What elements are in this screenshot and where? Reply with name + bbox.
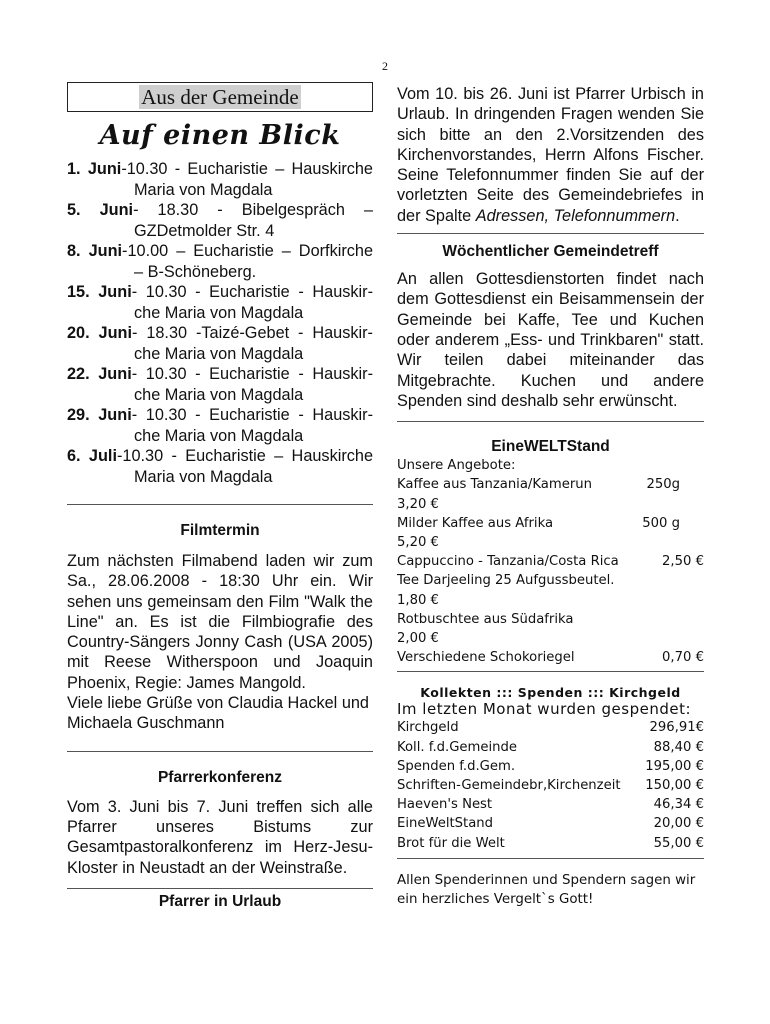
gemeindetreff-text: An allen Gottesdienstorten findet nach dem Gottesdienst ein Beisammensein der Gemeinde bei Kaffe, Tee und Kuchen oder anderem „Ess- und Trinkbaren" statt. Wir teilen dabei miteinander das Mitgebrachte. Kuchen und andere Spenden sind deshalb sehr erwünscht. — [397, 270, 704, 410]
kollekte-amount: 150,00 € — [645, 778, 704, 793]
event-line — [67, 323, 373, 344]
kollekte-row — [397, 814, 704, 833]
event-detail: che Maria von Magdala — [134, 385, 304, 404]
kollekte-label: Schriften-Gemeindebr,Kirchenzeit — [397, 778, 621, 793]
urlaub-text-end: . — [675, 206, 680, 225]
kollekte-label: Brot für die Welt — [397, 835, 505, 851]
pfarrerkonferenz-text: Vom 3. Juni bis 7. Juni treffen sich alle Pfarrer unseres Bistums zur Gesamtpastoralkonferenz im Herz-Jesu-Kloster in Neustadt an der Weinstraße. — [67, 797, 373, 877]
kollekte-amount: 20,00 € — [653, 816, 704, 832]
offer-price: 1,80 € — [397, 592, 439, 608]
event-date: 29. Juni — [67, 406, 132, 424]
event-detail: Maria von Magdala — [134, 180, 273, 199]
event-detail: – B-Schöneberg. — [134, 262, 257, 281]
event-date: 8. Juni — [67, 242, 123, 260]
event-detail: che Maria von Magdala — [134, 344, 304, 363]
filmtermin-greeting: Viele liebe Grüße von Claudia Hackel und Michaela Guschmann — [67, 694, 369, 733]
event-line — [67, 241, 373, 262]
event-detail: che Maria von Magdala — [134, 426, 304, 445]
event-item — [67, 200, 373, 241]
einewelt-intro: Unsere Angebote: — [397, 458, 516, 474]
event-item — [67, 323, 373, 364]
divider — [397, 858, 704, 859]
offer-name: Rotbuschtee aus Südafrika — [397, 611, 574, 627]
kollekten-heading: Kollekten ::: Spenden ::: Kirchgeld — [420, 685, 681, 701]
event-line — [67, 282, 373, 303]
divider — [397, 233, 704, 234]
pfarrerkonferenz-heading: Pfarrerkonferenz — [157, 768, 283, 786]
einewelt-heading: EineWELTStand — [491, 438, 610, 456]
offer-item — [397, 648, 704, 667]
divider — [67, 751, 373, 752]
event-line — [67, 405, 373, 426]
page-number: 2 — [382, 59, 388, 73]
pfarrer-urlaub-heading: Pfarrer in Urlaub — [158, 892, 282, 910]
offer-item — [397, 475, 704, 513]
divider — [397, 671, 704, 672]
event-line — [67, 364, 373, 385]
divider — [397, 421, 704, 422]
event-desc: - 10.30 - Eucharistie - Hauskir- — [131, 365, 373, 383]
kollekte-row — [397, 776, 704, 795]
event-detail: GZDetmolder Str. 4 — [134, 221, 275, 240]
einewelt-offers — [397, 475, 704, 667]
event-date: 6. Juli — [67, 447, 117, 465]
section-title: Aus der Gemeinde — [141, 85, 299, 109]
event-desc: - 18.30 -Taizé-Gebet - Hauskir- — [132, 324, 373, 342]
event-item — [67, 405, 373, 446]
kollekte-label: Haeven's Nest — [397, 797, 493, 813]
kollekte-amount: 46,34 € — [653, 797, 704, 813]
kollekte-label: Spenden f.d.Gem. — [397, 758, 516, 774]
filmtermin-heading: Filmtermin — [180, 522, 260, 539]
event-item — [67, 364, 373, 405]
offer-size: 250g — [646, 477, 680, 493]
event-detail: che Maria von Magdala — [134, 303, 304, 322]
urlaub-text-main: Vom 10. bis 26. Juni ist Pfarrer Urbisch in Urlaub. In dringenden Fragen wenden Sie sich bitte an den 2.Vorsitzenden des Kirchenvorstandes, Herrn Alfons Fischer. Seine Telefonnummer finden Sie auf der vorletzten Seite des Gemeindebriefes in der Spalte — [397, 85, 704, 225]
kollekten-subheading: Im letzten Monat wurden gespendet: — [397, 700, 692, 719]
event-list — [67, 159, 373, 487]
event-line — [67, 200, 373, 221]
offer-price: 2,00 € — [397, 630, 439, 646]
event-date: 22. Juni — [67, 365, 132, 383]
event-date: 5. Juni — [67, 201, 134, 219]
divider — [67, 504, 373, 505]
kollekte-row — [397, 834, 704, 853]
kollekte-row — [397, 757, 704, 776]
offer-item — [397, 571, 704, 609]
kollekte-label: EineWeltStand — [397, 816, 494, 832]
event-item — [67, 159, 373, 200]
event-line — [67, 159, 373, 180]
kollekte-row — [397, 738, 704, 757]
offer-price: 0,70 € — [662, 650, 704, 666]
kollekte-amount: 55,00 € — [653, 835, 704, 851]
event-desc: -10.30 - Eucharistie – Hauskirche — [116, 447, 373, 465]
kollekte-amount: 195,00 € — [645, 758, 704, 774]
pfarrer-urlaub-text — [397, 84, 704, 226]
urlaub-text-italic: Adressen, Telefonnummern — [475, 206, 676, 225]
event-detail: Maria von Magdala — [134, 467, 273, 486]
event-item — [67, 241, 373, 282]
event-desc: -10.30 - Eucharistie – Hauskirche — [121, 160, 373, 178]
event-date: 20. Juni — [67, 324, 132, 342]
event-desc: - 10.30 - Eucharistie - Hauskir- — [131, 406, 373, 424]
offer-item — [397, 514, 704, 552]
right-column — [397, 82, 704, 909]
kollekte-label: Koll. f.d.Gemeinde — [397, 739, 518, 755]
kollekten-table — [397, 718, 704, 852]
offer-size: 500 g — [642, 515, 680, 531]
offer-item — [397, 610, 704, 648]
event-desc: - 10.30 - Eucharistie - Hauskir- — [131, 283, 373, 301]
offer-price: 2,50 € — [662, 554, 704, 570]
gemeindetreff-heading: Wöchentlicher Gemeindetreff — [442, 243, 659, 261]
offer-item — [397, 552, 704, 571]
offer-price: 5,20 € — [397, 534, 439, 550]
offer-name: Tee Darjeeling 25 Aufgussbeutel. — [397, 573, 615, 589]
event-item — [67, 282, 373, 323]
divider — [67, 888, 373, 889]
kollekte-row — [397, 795, 704, 814]
script-title: Auf einen Blick — [99, 120, 341, 151]
section-title-box — [67, 82, 373, 112]
event-desc: - 18.30 - Bibelgespräch – — [133, 201, 373, 219]
event-date: 1. Juni — [67, 160, 122, 178]
left-column — [67, 82, 373, 911]
offer-name: Kaffee aus Tanzania/Kamerun — [397, 477, 592, 493]
kollekte-amount: 296,91€ — [649, 720, 704, 736]
kollekte-label: Kirchgeld — [397, 720, 459, 736]
kollekte-row — [397, 718, 704, 737]
kollekte-amount: 88,40 € — [653, 739, 704, 755]
event-desc: -10.00 – Eucharistie – Dorfkirche — [122, 242, 373, 260]
offer-name: Verschiedene Schokoriegel — [397, 650, 575, 666]
filmtermin-text: Zum nächsten Filmabend laden wir zum Sa., 28.06.2008 - 18:30 Uhr ein. Wir sehen uns gemeinsam den Film "Walk the Line" an. Es ist die Filmbiografie des Country-Sängers Jonny Cash (USA 2005) mit Reese Witherspoon und Joaquin Phoenix, Regie: James Mangold. — [67, 552, 373, 692]
offer-price: 3,20 € — [397, 496, 439, 512]
offer-name: Cappuccino - Tanzania/Costa Rica — [397, 554, 619, 570]
offer-name: Milder Kaffee aus Afrika — [397, 515, 554, 531]
event-date: 15. Juni — [67, 283, 132, 301]
event-item — [67, 446, 373, 487]
kollekten-thanks: Allen Spenderinnen und Spendern sagen wir ein herzliches Vergelt`s Gott! — [397, 872, 696, 907]
event-line — [67, 446, 373, 467]
